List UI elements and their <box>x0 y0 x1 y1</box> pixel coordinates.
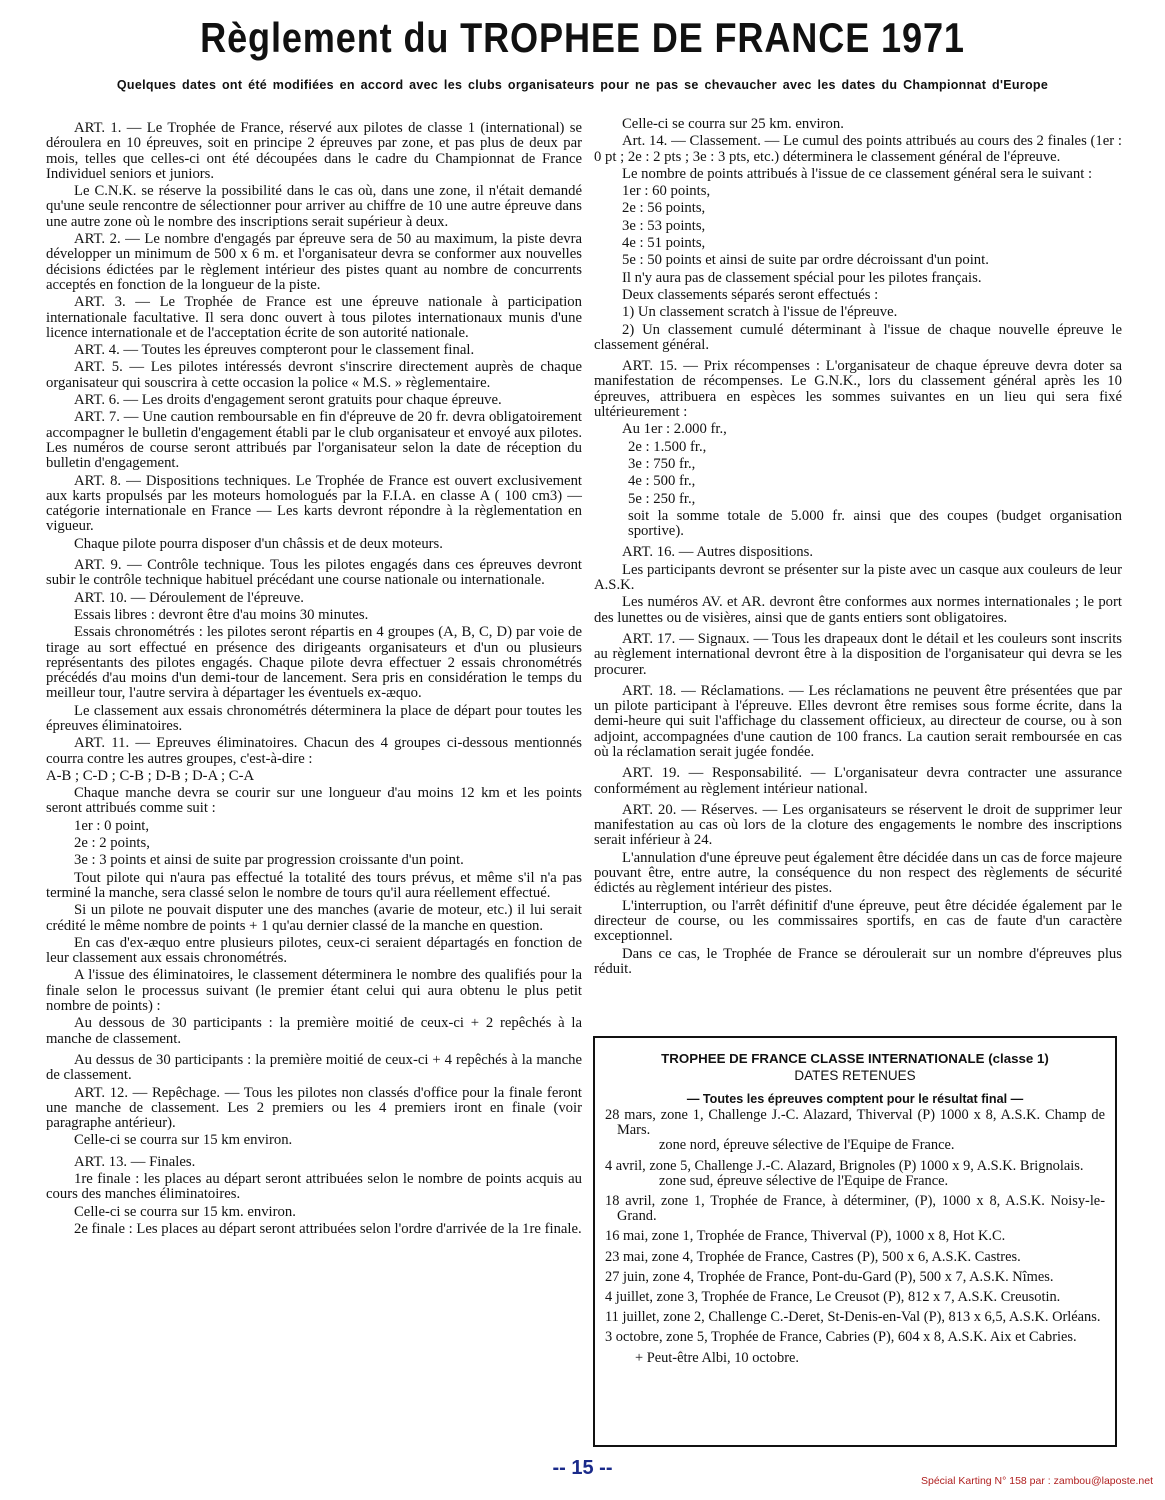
article-paragraph: Dans ce cas, le Trophée de France se déroulerait sur un nombre d'épreuves plus réduit. <box>594 945 1122 977</box>
event-text: 27 juin, zone 4, Trophée de France, Pont-du-Gard (P), 500 x 7, A.S.K. Nîmes. <box>605 1268 1054 1285</box>
dates-box-title: TROPHEE DE FRANCE CLASSE INTERNATIONALE (classe 1) <box>661 1051 1049 1066</box>
event-text: 16 mai, zone 1, Trophée de France, Thiverval (P), 1000 x 8, Hot K.C. <box>605 1228 1006 1245</box>
points-line: 1er : 60 points, <box>622 183 711 200</box>
article-paragraph: ART. 7. — Une caution remboursable en fin d'épreuve de 20 fr. devra obligatoirement accompagner le bulletin d'engagement établi par le club organisateur et envoyé aux pilotes. Les numéros de course seront attribués par l'organisateur selon la date de réception du bulletin d'engagement. <box>46 409 582 472</box>
article-paragraph: L'interruption, ou l'arrêt définitif d'une épreuve, peut être décidée également par le directeur de course, ou les commissaires sportifs, en cas de faute d'un caractère exceptionnel. <box>594 897 1122 945</box>
article-paragraph: ART. 2. — Le nombre d'engagés par épreuve sera de 50 au maximum, la piste devra développer un minimum de 500 x 6 m. et l'organisateur devra se conformer aux nouvelles décisions édictées par le règlement intérieur des pistes quant au nombre de concurrents acceptés en fonction de la longueur de la piste. <box>46 231 582 293</box>
article-paragraph: ART. 9. — Contrôle technique. Tous les pilotes engagés dans ces épreuves devront subir le contrôle technique habituel précédant une course nationale ou internationale. <box>46 557 582 589</box>
article-paragraph: ART. 12. — Repêchage. — Tous les pilotes non classés d'office pour la finale feront une manche de classement. Les 2 premiers ou les 4 premiers iront en finale (voir paragraphe antérieur). <box>46 1084 582 1132</box>
article-paragraph: Chaque pilote pourra disposer d'un châssis et de deux moteurs. <box>74 535 443 552</box>
article-paragraph: Si un pilote ne pouvait disputer une des manches (avarie de moteur, etc.) il lui serait crédité le même nombre de points + 1 qu'au dernier classé de la manche en question. <box>46 902 582 934</box>
group-pairings: A-B ; C-D ; C-B ; D-B ; D-A ; C-A <box>46 767 255 784</box>
article-paragraph: Chaque manche devra se courir sur une longueur d'au moins 12 km et les points seront attribués comme suit : <box>46 785 582 817</box>
event-text: 11 juillet, zone 2, Challenge C.-Deret, St-Denis-en-Val (P), 813 x 6,5, A.S.K. Orléans. <box>605 1309 1101 1326</box>
points-line: 1er : 0 point, <box>74 817 150 834</box>
article-paragraph: 1re finale : les places au départ seront attribuées selon le nombre de points acquis au cours des manches éliminatoires. <box>46 1171 582 1203</box>
event-item <box>605 1270 1105 1285</box>
points-line: 4e : 51 points, <box>622 235 706 252</box>
prize-line: 3e : 750 fr., <box>628 455 696 472</box>
article-paragraph: Le classement aux essais chronométrés déterminera la place de départ pour toutes les épreuves éliminatoires. <box>46 702 582 734</box>
event-text: 3 octobre, zone 5, Trophée de France, Cabries (P), 604 x 8, A.S.K. Aix et Cabries. <box>605 1329 1077 1346</box>
article-paragraph: Essais chronométrés : les pilotes seront répartis en 4 groupes (A, B, C, D) par voie de tirage au sort effectué en présence des dirigeants organisateurs et d'un ou plusieurs représentants des pilotes engagés. Chaque pilote devra effectuer 2 essais chronométrés précédés d'au moins d'un demi-tour de lancement. Sera pris en considération le temps du meilleur tour, l'autre servira à départager les éventuels ex-æquo. <box>46 624 582 702</box>
points-line: 2e : 56 points, <box>622 200 706 217</box>
article-paragraph: ART. 16. — Autres dispositions. <box>622 544 814 561</box>
article-paragraph: Tout pilote qui n'aura pas effectué la totalité des tours prévus, et même s'il n'a pas terminé la manche, sera classé selon le nombre de tours qu'il aura réellement effectué. <box>46 869 582 901</box>
event-item <box>605 1159 1105 1189</box>
event-item <box>605 1330 1105 1345</box>
dates-box-tail: + Peut-être Albi, 10 octobre. <box>635 1349 799 1366</box>
dates-box-note: — Toutes les épreuves comptent pour le résultat final — <box>686 1092 1024 1106</box>
event-item <box>605 1194 1105 1224</box>
page-title: Règlement du TROPHEE DE FRANCE 1971 <box>200 14 965 61</box>
article-paragraph: Il n'y aura pas de classement spécial pour les pilotes français. <box>622 269 982 286</box>
article-paragraph: ART. 15. — Prix récompenses : L'organisateur de chaque épreuve devra doter sa manifestation de récompenses. Le G.N.K., lors du classement général après les 10 épreuves, attribuera en espèces les sommes suivantes en un lieu qui sera fixé ultérieurement : <box>594 358 1122 421</box>
event-text: 28 mars, zone 1, Challenge J.-C. Alazard, Thiverval (P) 1000 x 8, A.S.K. Champ de Mars. <box>605 1107 1105 1139</box>
article-paragraph: Au dessous de 30 participants : la première moitié de ceux-ci + 2 repêchés à la manche de classement. <box>46 1015 582 1047</box>
event-item <box>605 1229 1105 1244</box>
article-paragraph: ART. 11. — Epreuves éliminatoires. Chacun des 4 groupes ci-dessous mentionnés courra contre les autres groupes, c'est-à-dire : <box>46 735 582 767</box>
event-list <box>605 1108 1105 1346</box>
left-column <box>46 121 582 1239</box>
article-paragraph: 2) Un classement cumulé déterminant à l'issue de chaque nouvelle épreuve le classement général. <box>594 321 1122 353</box>
article-paragraph: Au dessus de 30 participants : la première moitié de ceux-ci + 4 repêchés à la manche de classement. <box>46 1051 582 1084</box>
article-paragraph: Celle-ci se courra sur 25 km. environ. <box>622 116 844 132</box>
article-paragraph: ART. 20. — Réserves. — Les organisateurs se réservent le droit de supprimer leur manifestation au cas où lors de la cloture des engagements le nombre des inscriptions serait inférieur à 24. <box>594 801 1122 849</box>
article-paragraph: En cas d'ex-æquo entre plusieurs pilotes, ceux-ci seraient départagés en fonction de leur classement aux essais chronométrés. <box>46 934 582 967</box>
article-paragraph: Les numéros AV. et AR. devront être conformes aux normes internationales ; le port des lunettes ou de visières, ainsi que de gants entiers sont obligatoires. <box>594 594 1122 626</box>
page-subtitle: Quelques dates ont été modifiées en accord avec les clubs organisateurs pour ne pas se chevaucher avec les dates du Championnat d'Europe <box>116 78 1049 92</box>
article-paragraph: ART. 5. — Les pilotes intéressés devront s'inscrire directement auprès de chaque organisateur qui souscrira à cette occasion la police « M.S. » règlementaire. <box>46 359 582 391</box>
article-paragraph: ART. 19. — Responsabilité. — L'organisateur devra contracter une assurance conformément au règlement intérieur national. <box>594 765 1122 797</box>
dates-box-subtitle: DATES RETENUES <box>794 1068 916 1083</box>
article-paragraph: Les participants devront se présenter sur la piste avec un casque aux couleurs de leur A.S.K. <box>594 561 1122 594</box>
article-paragraph: Le C.N.K. se réserve la possibilité dans le cas où, dans une zone, il n'était demandé qu'une seule rencontre de sélectionner pour arriver au chiffre de 10 une autre épreuve dans une autre zone où le nombre des inscriptions serait supérieur à deux. <box>46 183 582 230</box>
article-paragraph: ART. 6. — Les droits d'engagement seront gratuits pour chaque épreuve. <box>74 392 502 409</box>
article-paragraph: ART. 18. — Réclamations. — Les réclamations ne peuvent être présentées que par un pilote participant à l'épreuve. Elles devront être remises sous forme écrite, dans la demi-heure qui suit l'affichage du classement officieux, au directeur de course, ou à son adjoint, accompagnées d'une caution de 100 francs. La caution serait remboursée en cas où la réclamation serait jugée fondée. <box>594 682 1122 760</box>
points-line: 2e : 2 points, <box>74 835 150 852</box>
article-paragraph: L'annulation d'une épreuve peut également être décidée dans un cas de force majeure pouvant être, entre autre, la conséquence du non respect des règlements de sécurité édictés au règlement intérieur des pistes. <box>594 849 1122 897</box>
article-paragraph: ART. 17. — Signaux. — Tous les drapeaux dont le détail et les couleurs sont inscrits au règlement international devront être à la disposition de l'organisateur qui devra se les procurer. <box>594 630 1122 678</box>
article-paragraph: 1) Un classement scratch à l'issue de l'épreuve. <box>622 304 898 321</box>
prize-total: soit la somme totale de 5.000 fr. ainsi que des coupes (budget organisation sportive). <box>628 507 1122 540</box>
event-text: 4 juillet, zone 3, Trophée de France, Le Creusot (P), 812 x 7, A.S.K. Creusotin. <box>605 1289 1061 1306</box>
event-item <box>605 1250 1105 1265</box>
prize-line: 5e : 250 fr., <box>628 490 696 507</box>
prize-line: 2e : 1.500 fr., <box>628 438 707 455</box>
points-line: 3e : 3 points et ainsi de suite par progression croissante d'un point. <box>74 852 464 869</box>
event-item <box>605 1290 1105 1305</box>
page-number: -- 15 -- <box>552 1457 613 1479</box>
event-text: 18 avril, zone 1, Trophée de France, à déterminer, (P), 1000 x 8, A.S.K. Noisy-le-Grand. <box>605 1193 1105 1225</box>
article-paragraph: ART. 4. — Toutes les épreuves compteront pour le classement final. <box>74 342 475 359</box>
article-paragraph: ART. 3. — Le Trophée de France est une épreuve nationale à participation internationale facultative. Il sera donc ouvert à tous pilotes internationaux munis d'une licence internationale et de l'acceptation écrite de son autorité nationale. <box>46 294 582 341</box>
article-paragraph: Celle-ci se courra sur 15 km environ. <box>74 1132 293 1149</box>
event-item <box>605 1108 1105 1154</box>
dates-box <box>593 1036 1117 1447</box>
event-extra: zone nord, épreuve sélective de l'Equipe de France. <box>659 1137 955 1154</box>
event-item <box>605 1310 1105 1325</box>
article-paragraph: ART. 13. — Finales. <box>74 1153 196 1170</box>
article-paragraph: Art. 14. — Classement. — Le cumul des points attribués au cours des 2 finales (1er : 0 pt ; 2e : 2 pts ; 3e : 3 pts, etc.) déterminera le classement général de l'épreuve. <box>594 133 1122 165</box>
article-paragraph: ART. 8. — Dispositions techniques. Le Trophée de France est ouvert exclusivement aux karts propulsés par les moteurs homologués par la F.I.A. en classe A ( 100 cm3) — catégorie internationale en France — Les karts devront répondre à la règlementation en vigueur. <box>46 472 582 535</box>
prize-line: Au 1er : 2.000 fr., <box>622 421 727 438</box>
article-paragraph: Le nombre de points attribués à l'issue de ce classement général sera le suivant : <box>622 165 1093 182</box>
points-line: 5e : 50 points et ainsi de suite par ordre décroissant d'un point. <box>622 252 989 269</box>
event-text: 4 avril, zone 5, Challenge J.-C. Alazard, Brignoles (P) 1000 x 9, A.S.K. Brignolais. <box>605 1157 1084 1174</box>
event-extra: zone sud, épreuve sélective de l'Equipe de France. <box>659 1172 949 1189</box>
footer-credit: Spécial Karting N° 158 par : zambou@laposte.net <box>921 1475 1153 1487</box>
article-paragraph: ART. 10. — Déroulement de l'épreuve. <box>74 589 304 606</box>
article-paragraph: Essais libres : devront être d'au moins 30 minutes. <box>74 606 369 623</box>
article-paragraph: Celle-ci se courra sur 15 km. environ. <box>74 1203 296 1220</box>
points-line: 3e : 53 points, <box>622 217 706 234</box>
article-paragraph: Deux classements séparés seront effectués : <box>622 286 879 303</box>
right-column <box>594 117 1122 979</box>
article-paragraph: A l'issue des éliminatoires, le classement déterminera le nombre des qualifiés pour la finale selon le processus suivant (le premier étant celui qui aura obtenu le plus petit nombre de points) : <box>46 967 582 1015</box>
prize-line: 4e : 500 fr., <box>628 473 696 490</box>
article-paragraph: 2e finale : Les places au départ seront attribuées selon l'ordre d'arrivée de la 1re finale. <box>74 1220 582 1237</box>
article-paragraph: ART. 1. — Le Trophée de France, réservé aux pilotes de classe 1 (international) se déroulera en 10 épreuves, soit en principe 2 épreuves par zone, et pas plus de deux par mois, telles que celles-ci ont été découpées dans le cadre du Championnat de France Individuel seniors et juniors. <box>46 120 582 182</box>
event-text: 23 mai, zone 4, Trophée de France, Castres (P), 500 x 6, A.S.K. Castres. <box>605 1248 1021 1265</box>
